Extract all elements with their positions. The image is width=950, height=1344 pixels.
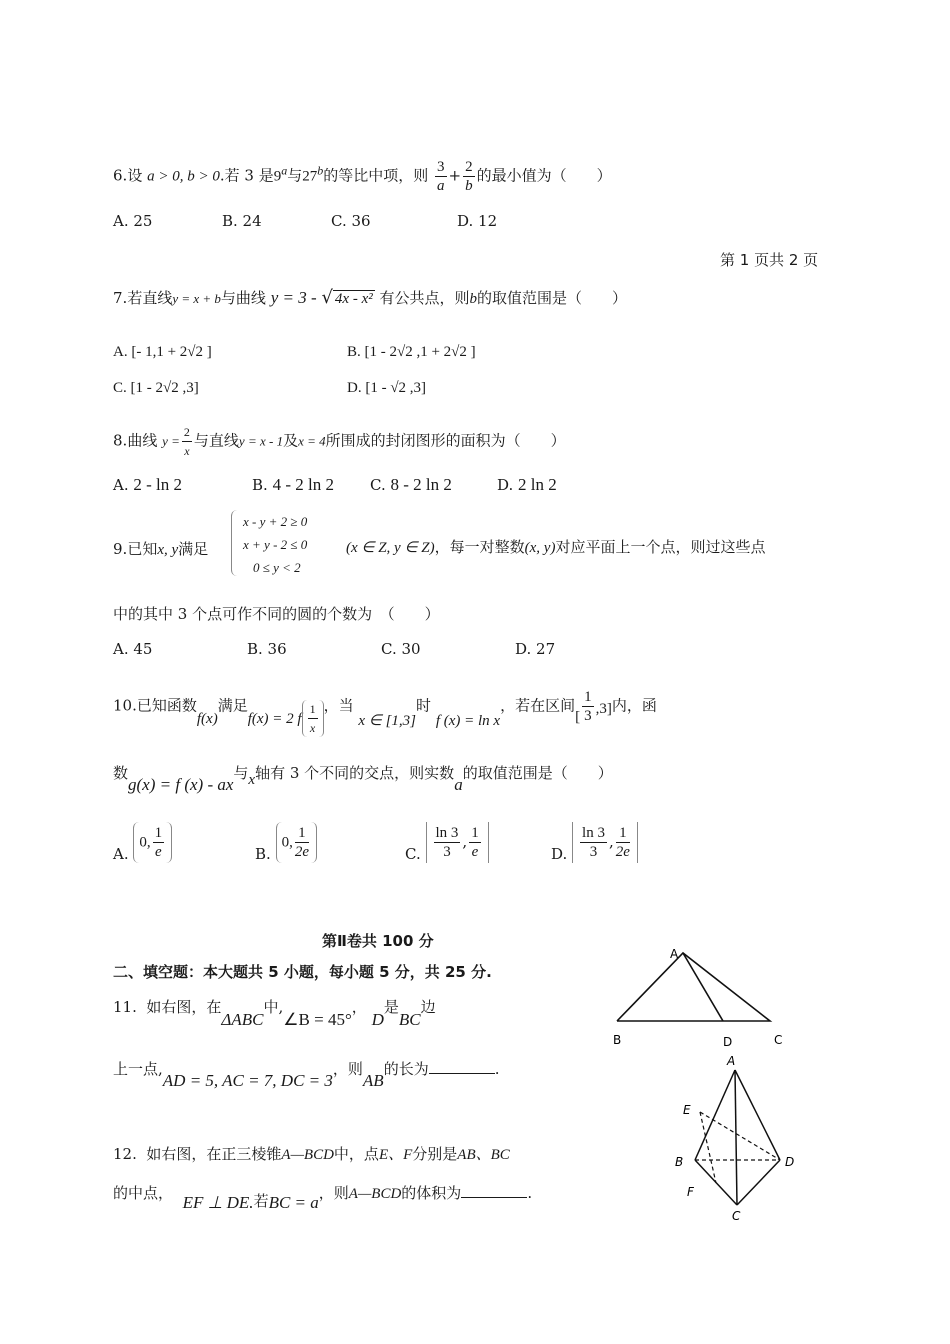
page-footer: 第 1 页共 2 页 <box>720 251 819 269</box>
q12-edges: AB、BC <box>457 1147 510 1163</box>
q9-option-a: A. 45 <box>113 640 153 658</box>
label-a: A <box>727 1054 736 1068</box>
q10-int-den: 3 <box>584 708 592 724</box>
triangle-figure <box>600 940 800 1050</box>
question-8 <box>113 423 566 460</box>
question-10 <box>113 688 657 735</box>
q9-vars: x, y <box>157 542 179 558</box>
q7-curve-lhs: y = 3 - <box>270 288 317 307</box>
q11-text-3: ， <box>351 998 367 1016</box>
q6-mid: 的等比中项，则 <box>323 166 429 185</box>
label-b: B <box>613 1033 622 1047</box>
q6-option-d: D. 12 <box>457 212 498 230</box>
q10-opt-d-lden: 3 <box>589 844 598 860</box>
q10-opt-b-num: 1 <box>295 824 309 843</box>
q8-text-2: 与直线 <box>193 431 239 450</box>
q8-option-a-value: 2 - ln 2 <box>133 475 183 494</box>
q6-fraction-2 <box>463 158 475 195</box>
q11-l2-text-b: ，则 <box>332 1060 363 1078</box>
q7-option-c: C. [1 - 2√2 ,3] <box>113 380 199 396</box>
q10-opt-c-lnum: ln 3 <box>435 825 459 841</box>
q11-angle: ∠B = 45° <box>283 1010 352 1029</box>
q10-opt-c-interval: $\frac{\ln 3}{3}$ , $\frac{1}{e}$ <box>426 822 489 863</box>
q8-option-d-value: 2 ln 2 <box>518 475 557 494</box>
q11-l2-text-c: 的长为 <box>383 1060 429 1078</box>
q6-option-b: B. 24 <box>222 212 262 230</box>
q9-text-2: 满足 <box>178 540 209 558</box>
q6-frac1-den: a <box>437 178 445 194</box>
q6-prefix: 设 <box>127 166 143 185</box>
q10-fx: f(x) <box>196 710 218 727</box>
q10-text-6: 内，函 <box>611 696 657 715</box>
q10-option-b <box>255 822 317 863</box>
q8-frac-den: x <box>184 444 190 458</box>
label-c: C <box>774 1033 783 1047</box>
label-a: A <box>670 947 679 961</box>
q11-text-2: 中, <box>263 998 284 1016</box>
q10-opt-d-label: D. <box>551 844 568 863</box>
q10-opt-c-label: C. <box>405 844 421 863</box>
q6-base1: 9 <box>273 168 282 185</box>
q10-gx: g(x) = f (x) - ax <box>128 775 234 794</box>
q10-opt-b-interval <box>276 822 317 863</box>
q10-text-5: ，若在区间 <box>500 696 576 715</box>
section-2-title: 第Ⅱ卷共 100 分 <box>322 932 434 950</box>
q10-rel-num: 1 <box>308 700 318 719</box>
q12-if: 若 <box>253 1192 269 1210</box>
q9-option-b: B. 36 <box>247 640 287 658</box>
q7-text-1: 若直线 <box>127 289 173 307</box>
q11-text-1: 如右图，在 <box>146 998 222 1016</box>
q10-opt-c-num: 1 <box>471 825 479 841</box>
q7-number: 7. <box>113 289 128 307</box>
q9-number: 9. <box>113 540 128 558</box>
q8-text-3: 及 <box>283 431 299 450</box>
q10-relation-frac <box>308 700 318 737</box>
q9-ineq-1: x - y + 2 ≥ 0 <box>243 514 308 529</box>
q10-opt-c-left-frac <box>434 824 461 861</box>
q11-text-4: 是 <box>383 998 399 1016</box>
edge-cd <box>737 1160 780 1205</box>
q10-text-4: 时 <box>416 696 432 715</box>
q11-l2-text-a: 上一点, <box>113 1060 163 1078</box>
q10-opt-d-num: 1 <box>616 824 630 843</box>
q10-opt-a-den: e <box>155 844 162 860</box>
q6-frac2-den: b <box>465 178 473 194</box>
label-c: C <box>732 1209 741 1223</box>
q6-frac1-num: 3 <box>437 159 445 175</box>
q11-answer-blank[interactable] <box>429 1057 495 1074</box>
q10-l2-text-c: 轴有 3 个不同的交点，则实数 <box>255 764 455 782</box>
q10-rel-den: x <box>309 721 316 735</box>
q8-text-4: 所围成的封闭图形的面积为（ ） <box>325 431 566 450</box>
q7-radicand: 4x - x² <box>334 291 373 307</box>
q11-number: 11. <box>113 998 137 1016</box>
q8-number: 8. <box>113 431 128 450</box>
q9-line-2: 中的其中 3 个点可作不同的圆的个数为 （ ） <box>113 605 440 623</box>
q10-number: 10. <box>113 696 137 715</box>
q12-bc: BC = a <box>268 1193 319 1212</box>
q10-option-d <box>551 822 638 863</box>
q9-text-4: 对应平面上一个点，则过这些点 <box>555 538 766 556</box>
q8-line: y = x - 1 <box>238 433 284 449</box>
q8-option-d-label: D. <box>497 476 514 494</box>
q12-line-2 <box>113 1181 533 1212</box>
q12-condition: EF ⊥ DE. <box>182 1193 254 1212</box>
q10-opt-b-den: 2e <box>294 844 309 860</box>
q7-line-equation: y = x + b <box>172 291 221 306</box>
q10-opt-d-interval: $\frac{\ln 3}{3}$ , $\frac{1}{2e}$ <box>572 822 638 863</box>
q10-relation-paren <box>302 700 324 737</box>
q9-domain: (x ∈ Z, y ∈ Z) <box>346 540 435 556</box>
q6-fraction-1 <box>435 158 447 195</box>
q10-text-3: ，当 <box>323 696 354 715</box>
q7-var-b: b <box>469 291 478 307</box>
q10-opt-a-label: A. <box>113 844 129 863</box>
q7-text-4: 的取值范围是（ ） <box>477 289 628 307</box>
q8-curve-lhs: y = <box>162 433 180 449</box>
edge-ac <box>735 1070 737 1205</box>
q6-exp2: b <box>317 163 324 178</box>
q9-text-1: 已知 <box>127 540 158 558</box>
q10-text-2: 满足 <box>217 696 248 715</box>
label-d: D <box>723 1035 733 1049</box>
q7-option-d: D. [1 - √2 ,3] <box>347 380 427 396</box>
q10-condition: x ∈ [1,3] <box>358 712 417 729</box>
q9-text-3: ，每一对整数 <box>434 538 525 556</box>
q9-system-brace <box>231 510 242 576</box>
q8-fraction <box>182 423 192 460</box>
q6-exp1: a <box>281 163 288 178</box>
q12-solid: A—BCD <box>281 1147 334 1163</box>
q10-option-a <box>113 822 172 863</box>
label-d: D <box>785 1155 795 1169</box>
q11-given: AD = 5, AC = 7, DC = 3 <box>162 1071 333 1090</box>
q10-x-var: x <box>248 772 256 788</box>
q10-opt-b-label: B. <box>255 844 271 863</box>
q7-option-b: B. [1 - 2√2 ,1 + 2√2 ] <box>347 344 476 360</box>
q10-opt-b-left: 0, <box>281 834 293 851</box>
q10-text-1: 已知函数 <box>136 696 197 715</box>
q6-plus: + <box>448 166 462 185</box>
q10-opt-a-interval <box>133 822 172 863</box>
q8-option-a-label: A. <box>113 476 129 494</box>
q12-number: 12. <box>113 1145 137 1163</box>
q7-sqrt-icon: √ <box>321 287 333 308</box>
q10-opt-d-lnum: ln 3 <box>582 825 605 841</box>
q10-interval-close: ,3] <box>595 700 612 717</box>
question-11 <box>113 996 436 1029</box>
q11-text-5: 边 <box>420 998 436 1016</box>
q10-interval-open: [ <box>575 708 581 725</box>
question-7 <box>113 287 627 308</box>
q10-opt-c-den: e <box>471 844 479 860</box>
q11-end: . <box>494 1060 500 1078</box>
q6-frac2-num: 2 <box>465 159 473 175</box>
q9-option-d: D. 27 <box>515 640 556 658</box>
q12-l2-text-a: 的中点， <box>113 1184 174 1202</box>
q10-l2-text-a: 数 <box>113 764 129 782</box>
q12-end: . <box>527 1184 533 1202</box>
q10-interval-frac <box>582 688 594 725</box>
q11-ab: AB <box>362 1071 384 1090</box>
edge-ad <box>735 1070 780 1160</box>
q11-point-d: D <box>371 1010 384 1029</box>
q9-option-c: C. 30 <box>381 640 421 658</box>
q12-text-1: 如右图，在正三棱锥 <box>146 1145 282 1163</box>
q10-relation-lhs: f(x) = 2 f <box>247 710 302 727</box>
q12-answer-blank[interactable] <box>461 1181 527 1198</box>
q6-text-if: 若 3 是 <box>224 166 274 185</box>
question-12 <box>113 1143 510 1164</box>
q10-int-num: 1 <box>584 689 592 705</box>
q12-l2-text-b: ，则 <box>318 1184 349 1202</box>
q12-solid-2: A—BCD <box>348 1186 402 1202</box>
q8-option-b-value: 4 - 2 ln 2 <box>272 475 334 494</box>
q8-option-c-label: C. <box>370 476 386 494</box>
q10-line-2 <box>113 762 613 794</box>
q8-option-c-value: 8 - 2 ln 2 <box>390 475 452 494</box>
q6-number: 6. <box>113 166 128 185</box>
q6-tail: 的最小值为（ ） <box>476 166 612 185</box>
q8-option-b-label: B. <box>252 476 268 494</box>
segment-ad <box>683 953 723 1021</box>
q9-ineq-2: x + y - 2 ≤ 0 <box>243 537 308 552</box>
q8-text-1: 曲线 <box>127 431 158 450</box>
q6-condition: a > 0, b > 0 <box>147 168 220 185</box>
q10-opt-a-frac <box>153 824 165 861</box>
q10-option-c <box>405 822 489 863</box>
triangle-outline <box>617 953 770 1021</box>
q8-frac-num: 2 <box>182 423 192 442</box>
label-b: B <box>675 1155 684 1169</box>
q10-l2-text-d: 的取值范围是（ ） <box>462 764 613 782</box>
q10-a-var: a <box>454 775 463 794</box>
q9-ineq-3: 0 ≤ y < 2 <box>253 560 301 575</box>
q9-system <box>243 510 307 579</box>
q8-option-a <box>113 475 182 495</box>
q10-opt-c-lden: 3 <box>443 844 451 860</box>
q12-l2-text-c: 的体积为 <box>401 1184 462 1202</box>
q9-pair: (x, y) <box>524 540 556 556</box>
q11-line-2 <box>113 1057 500 1090</box>
q6-option-a: A. 25 <box>113 212 153 230</box>
q10-opt-d-left-frac <box>580 824 607 861</box>
segment-ef-hidden <box>700 1112 716 1183</box>
q8-option-b <box>252 475 334 495</box>
q6-option-c: C. 36 <box>331 212 371 230</box>
q10-opt-a-num: 1 <box>154 825 163 841</box>
label-e: E <box>683 1103 691 1117</box>
q6-and: 与 <box>287 166 303 185</box>
q12-text-3: 分别是 <box>412 1145 458 1163</box>
q7-text-2: 与曲线 <box>220 289 266 307</box>
q11-triangle: ΔABC <box>221 1010 264 1029</box>
q8-x-eq: x = 4 <box>298 433 326 449</box>
question-9 <box>113 538 208 559</box>
q8-option-c <box>370 475 452 495</box>
q9-line-1-rest <box>346 536 765 557</box>
pyramid-figure <box>640 1050 820 1225</box>
q10-l2-text-b: 与 <box>233 764 249 782</box>
label-f: F <box>687 1185 694 1199</box>
q12-points: E、F <box>378 1147 413 1163</box>
q7-text-3: 有公共点，则 <box>379 289 470 307</box>
q10-opt-a-left: 0, <box>139 834 151 851</box>
q6-base2: 27 <box>302 168 318 185</box>
q11-side-bc: BC <box>398 1010 421 1029</box>
q6-dot: . <box>219 166 225 185</box>
q10-opt-d-right-frac <box>616 824 630 861</box>
q10-opt-c-right-frac <box>469 824 481 861</box>
q12-text-2: 中，点 <box>333 1145 379 1163</box>
question-6 <box>113 158 612 195</box>
q8-option-d <box>497 475 557 495</box>
q10-definition: f (x) = ln x <box>435 712 501 729</box>
section-2-heading: 二、填空题：本大题共 5 小题，每小题 5 分，共 25 分. <box>113 963 492 981</box>
q7-option-a: A. [- 1,1 + 2√2 ] <box>113 344 212 360</box>
q10-opt-b-frac <box>295 824 309 861</box>
q10-opt-d-den: 2e <box>615 844 630 860</box>
